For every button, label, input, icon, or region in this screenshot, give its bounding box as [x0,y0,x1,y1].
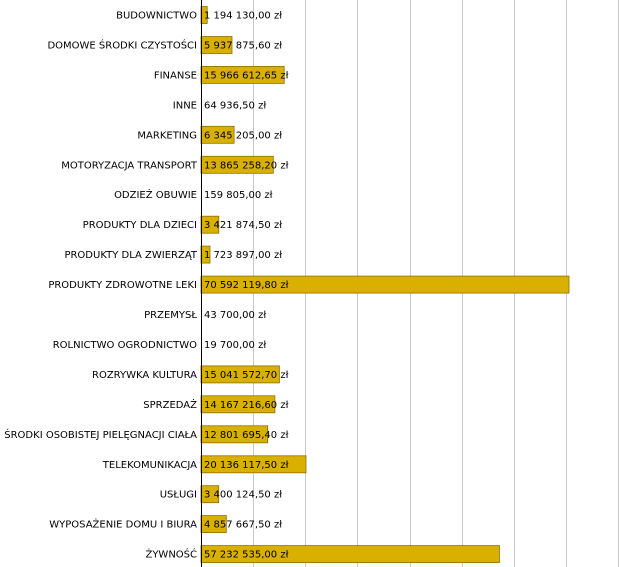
category-label: ROLNICTWO OGRODNICTWO [52,339,197,351]
value-label: 19 700,00 zł [204,339,267,351]
category-label: PRODUKTY DLA ZWIERZĄT [64,250,197,262]
value-label: 14 167 216,60 zł [204,399,289,411]
value-label: 64 936,50 zł [204,100,267,112]
category-label: SPRZEDAŻ [143,399,197,411]
value-label: 15 966 612,65 zł [204,70,289,82]
category-label: ŚRODKI OSOBISTEJ PIELĘGNACJI CIAŁA [4,429,197,441]
value-label: 13 865 258,20 zł [204,160,289,172]
value-label: 5 937 875,60 zł [204,40,283,52]
category-label: INNE [172,100,197,112]
value-label: 159 805,00 zł [204,190,273,202]
category-label: FINANSE [153,70,197,82]
value-label: 70 592 119,80 zł [204,280,289,292]
value-label: 6 345 205,00 zł [204,130,283,142]
value-label: 3 421 874,50 zł [204,220,283,232]
category-label: ŻYWNOŚĆ [145,549,197,561]
category-label: USŁUGI [159,489,197,501]
value-label: 1 194 130,00 zł [204,10,283,22]
category-label: TELEKOMUNIKACJA [102,459,197,471]
category-label: ROZRYWKA KULTURA [92,369,197,381]
value-labels [204,11,289,561]
category-label: MARKETING [137,130,197,142]
value-label: 43 700,00 zł [204,310,267,321]
value-label: 57 232 535,00 zł [204,549,289,561]
value-label: 15 041 572,70 zł [204,369,289,381]
value-label: 4 857 667,50 zł [204,519,283,531]
value-label: 3 400 124,50 zł [204,489,283,501]
category-label: PRODUKTY DLA DZIECI [82,220,197,232]
category-label: BUDOWNICTWO [116,10,197,22]
category-label: MOTORYZACJA TRANSPORT [61,160,197,172]
category-label: ODZIEŻ OBUWIE [114,190,197,202]
category-label: WYPOSAŻENIE DOMU I BIURA [49,519,197,531]
category-label: PRZEMYSŁ [144,310,197,321]
category-labels [4,11,198,561]
value-label: 20 136 117,50 zł [204,459,289,471]
value-label: 12 801 695,40 zł [204,429,289,441]
value-label: 1 723 897,00 zł [204,250,283,262]
category-label: PRODUKTY ZDROWOTNE LEKI [48,280,197,292]
category-label: DOMOWE ŚRODKI CZYSTOŚCI [47,40,197,52]
